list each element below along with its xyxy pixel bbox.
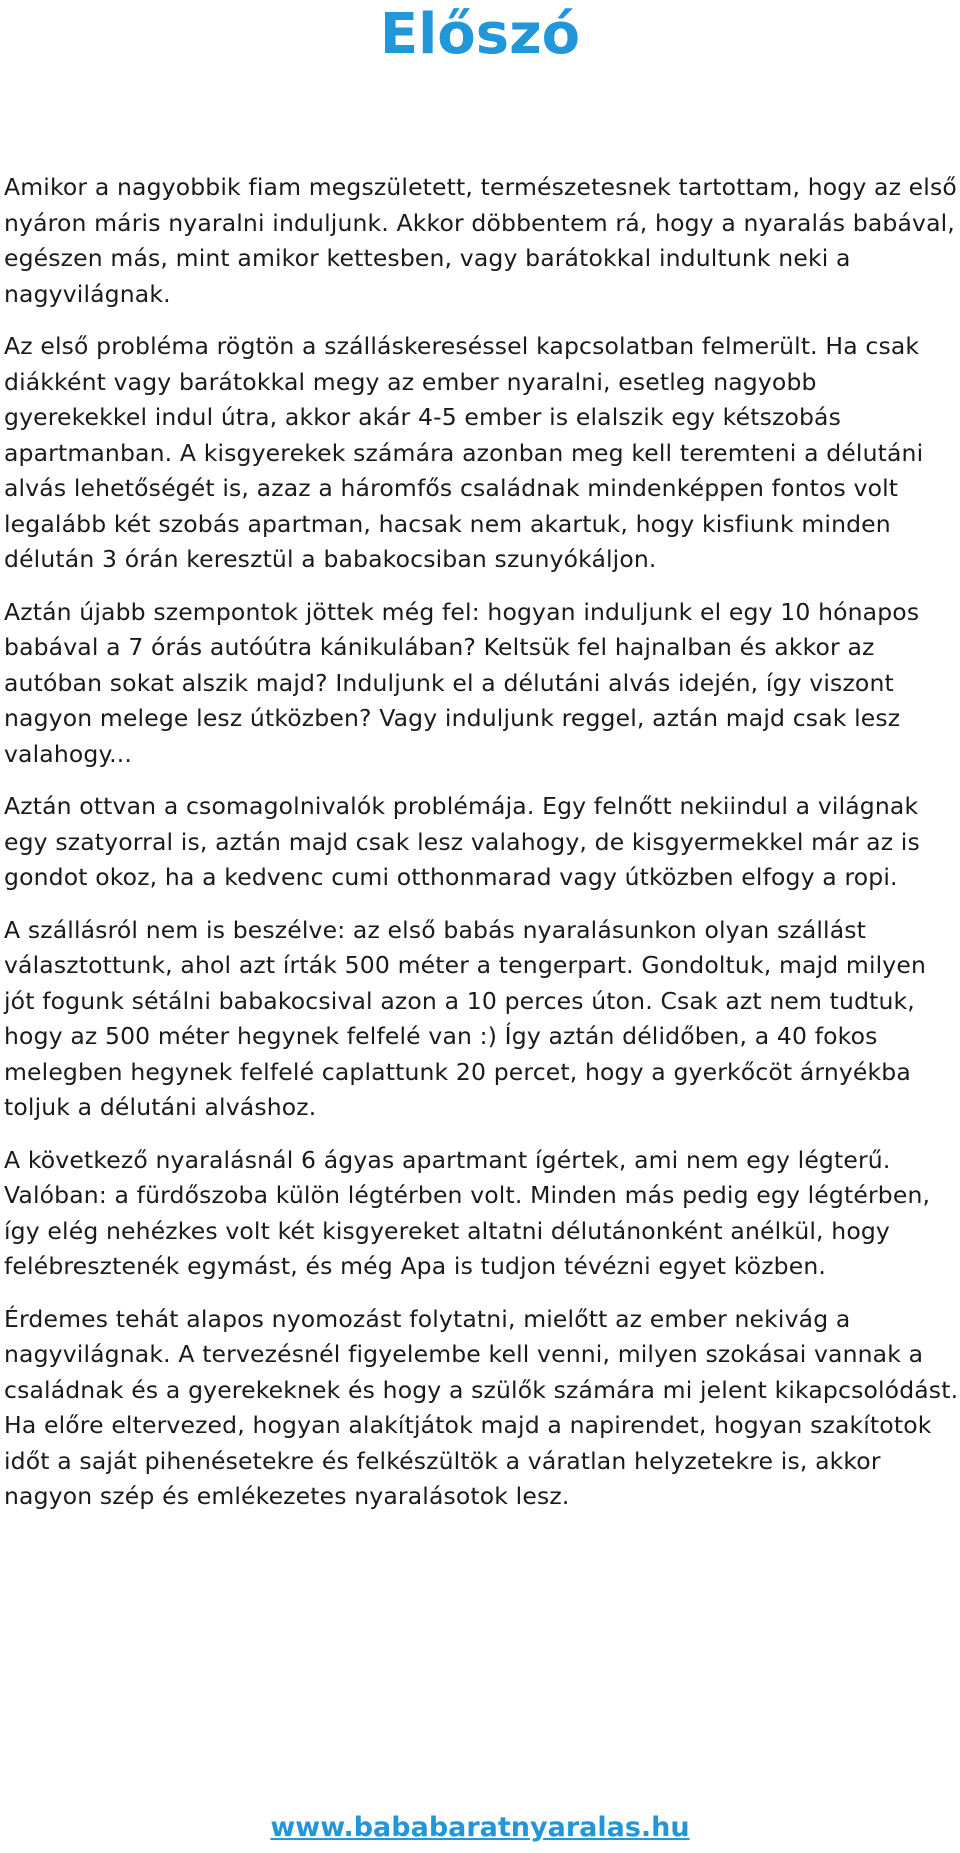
paragraph-6: A következő nyaralásnál 6 ágyas apartmant ígértek, ami nem egy légterű. Valóban: a fürdőszoba külön légtérben volt. Minden más pedig egy légtérben, így elég nehézkes volt két kisgyereket altatni délutánonként anélkül, hogy felébresztenék egymást, és még Apa is tudjon tévézni egyet közben.: [4, 1145, 931, 1280]
page-title: Előszó: [379, 2, 581, 67]
paragraph-5: A szállásról nem is beszélve: az első babás nyaralásunkon olyan szállást választottunk, ahol azt írták 500 méter a tengerpart. Gondoltuk, majd milyen jót fogunk sétálni babakocsival azon a 10 perces úton. Csak azt nem tudtuk, hogy az 500 méter hegynek felfelé van :) Így aztán délidőben, a 40 fokos melegben hegynek felfelé caplattunk 20 percet, hogy a gyerkőcöt árnyékba toljuk a délutáni alváshoz.: [4, 915, 927, 1121]
paragraph-2: Az első probléma rögtön a szálláskereséssel kapcsolatban felmerült. Ha csak diákként vagy barátokkal megy az ember nyaralni, esetleg nagyobb gyerekekkel indul útra, akkor akár 4-5 ember is elalszik egy kétszobás apartmanban. A kisgyerekek számára azonban meg kell teremteni a délutáni alvás lehetőségét is, azaz a háromfős családnak mindenképpen fontos volt legalább két szobás apartman, hacsak nem akartuk, hogy kisfiunk minden délután 3 órán keresztül a babakocsiban szunyókáljon.: [4, 332, 924, 573]
website-link[interactable]: www.bababaratnyaralas.hu: [270, 1812, 690, 1843]
document-body: [4, 170, 960, 1532]
paragraph-1: Amikor a nagyobbik fiam megszületett, természetesnek tartottam, hogy az első nyáron máris nyaralni induljunk. Akkor döbbentem rá, hogy a nyaralás babával, egészen más, mint amikor kettesben, vagy barátokkal indultunk neki a nagyvilágnak.: [4, 173, 957, 308]
paragraph-3: Aztán újabb szempontok jöttek még fel: hogyan induljunk el egy 10 hónapos babával a 7 órás autóútra kánikulában? Keltsük fel hajnalban és akkor az autóban sokat alszik majd? Induljunk el a délutáni alvás idején, így viszont nagyon melege lesz útközben? Vagy induljunk reggel, aztán majd csak lesz valahogy...: [4, 597, 920, 768]
paragraph-4: Aztán ottvan a csomagolnivalók problémája. Egy felnőtt nekiindul a világnak egy szatyorral is, aztán majd csak lesz valahogy, de kisgyermekkel már az is gondot okoz, ha a kedvenc cumi otthonmarad vagy útközben elfogy a ropi.: [4, 792, 920, 891]
paragraph-7: Érdemes tehát alapos nyomozást folytatni, mielőtt az ember nekivág a nagyvilágnak. A tervezésnél figyelembe kell venni, milyen szokásai vannak a családnak és a gyerekeknek és hogy a szülők számára mi jelent kikapcsolódást. Ha előre eltervezed, hogyan alakítjátok majd a napirendet, hogyan szakítotok időt a saját pihenésetekre és felkészültök a váratlan helyzetekre is, akkor nagyon szép és emlékezetes nyaralásotok lesz.: [4, 1304, 959, 1510]
